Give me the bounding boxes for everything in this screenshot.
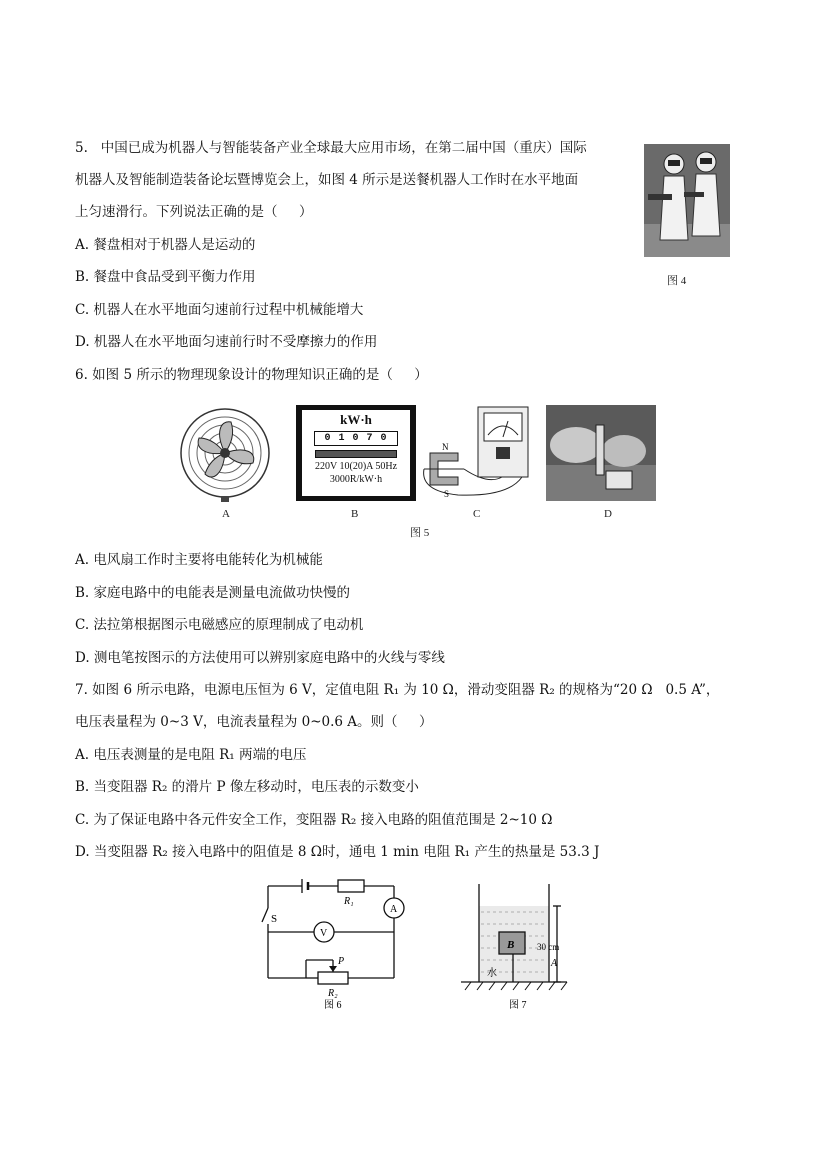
fig5-label-d: D [604, 508, 612, 520]
fig4-caption: 图 4 [667, 275, 687, 287]
q6-option-b: B. 家庭电路中的电能表是测量电流做功快慢的 [75, 585, 351, 601]
r1-label: R₁ [344, 896, 354, 907]
magnet-north-label: N [442, 442, 449, 452]
fan-image [175, 408, 275, 504]
slider-label: P [338, 956, 345, 967]
q7-stem-line-2: 电压表量程为 0~3 V，电流表量程为 0~0.6 A。则（ ） [75, 714, 433, 730]
q6-stem: 6. 如图 5 所示的物理现象设计的物理知识正确的是（ ） [75, 367, 428, 383]
q7-option-c: C. 为了保证电路中各元件安全工作，变阻器 R₂ 接入电路的阻值范围是 2~10 Ω [75, 812, 553, 828]
ammeter-label: A [390, 904, 398, 915]
fig5-caption: 图 5 [410, 527, 430, 539]
meter-rev: 3000R/kW·h [329, 474, 383, 485]
marker-label: A [551, 958, 558, 969]
q7-option-b: B. 当变阻器 R₂ 的滑片 P 像左移动时，电压表的示数变小 [75, 779, 419, 795]
fig5-label-b: B [351, 508, 359, 520]
q5-option-b: B. 餐盘中食品受到平衡力作用 [75, 269, 256, 285]
q6-option-d: D. 测电笔按图示的方法使用可以辨别家庭电路中的火线与零线 [75, 650, 445, 666]
height-label: 30 cm [537, 942, 560, 952]
robot-photo [644, 144, 730, 257]
q5-option-d: D. 机器人在水平地面匀速前行时不受摩擦力的作用 [75, 334, 378, 350]
q5-option-c: C. 机器人在水平地面匀速前行过程中机械能增大 [75, 302, 364, 318]
induction-apparatus [418, 405, 538, 503]
voltmeter-label: V [320, 928, 328, 939]
meter-digits: 0 1 0 7 0 [314, 431, 398, 446]
q6-option-c: C. 法拉第根据图示电磁感应的原理制成了电动机 [75, 617, 364, 633]
q7-stem-line-1: 7. 如图 6 所示电路，电源电压恒为 6 V，定值电阻 R₁ 为 10 Ω，滑动变阻器 R₂ 的规格为“20 Ω 0.5 A”， [75, 682, 720, 698]
r2-label: R₂ [328, 988, 338, 999]
meter-spec: 220V 10(20)A 50Hz [314, 461, 398, 472]
fig5-label-a: A [222, 508, 230, 520]
q6-option-a: A. 电风扇工作时主要将电能转化为机械能 [75, 552, 323, 568]
test-pen-photo [546, 405, 656, 501]
meter-unit: kW·h [340, 412, 372, 427]
q5-stem-line-1: 5. 中国已成为机器人与智能装备产业全球最大应用市场，在第二届中国（重庆）国际 [75, 140, 587, 156]
q7-option-a: A. 电压表测量的是电阻 R₁ 两端的电压 [75, 747, 307, 763]
container-diagram [457, 880, 575, 1012]
switch-label: S [271, 913, 278, 925]
q5-stem-line-2: 机器人及智能制造装备论坛暨博览会上，如图 4 所示是送餐机器人工作时在水平地面 [75, 172, 579, 188]
fig7-caption: 图 7 [509, 1000, 527, 1011]
circuit-diagram [258, 876, 410, 1012]
fig5-label-c: C [473, 508, 481, 520]
q5-stem-line-3: 上匀速滑行。下列说法正确的是（ ） [75, 204, 313, 220]
q7-option-d: D. 当变阻器 R₂ 接入电路中的阻值是 8 Ω时，通电 1 min 电阻 R₁ 产生的热量是 53.3 J [75, 844, 600, 860]
magnet-south-label: S [444, 489, 450, 499]
q5-option-a: A. 餐盘相对于机器人是运动的 [75, 237, 256, 253]
block-label: B [507, 939, 515, 951]
electricity-meter [296, 405, 416, 501]
water-label: 水 [487, 968, 497, 979]
meter-disc [315, 450, 397, 458]
fig6-caption: 图 6 [324, 1000, 342, 1011]
